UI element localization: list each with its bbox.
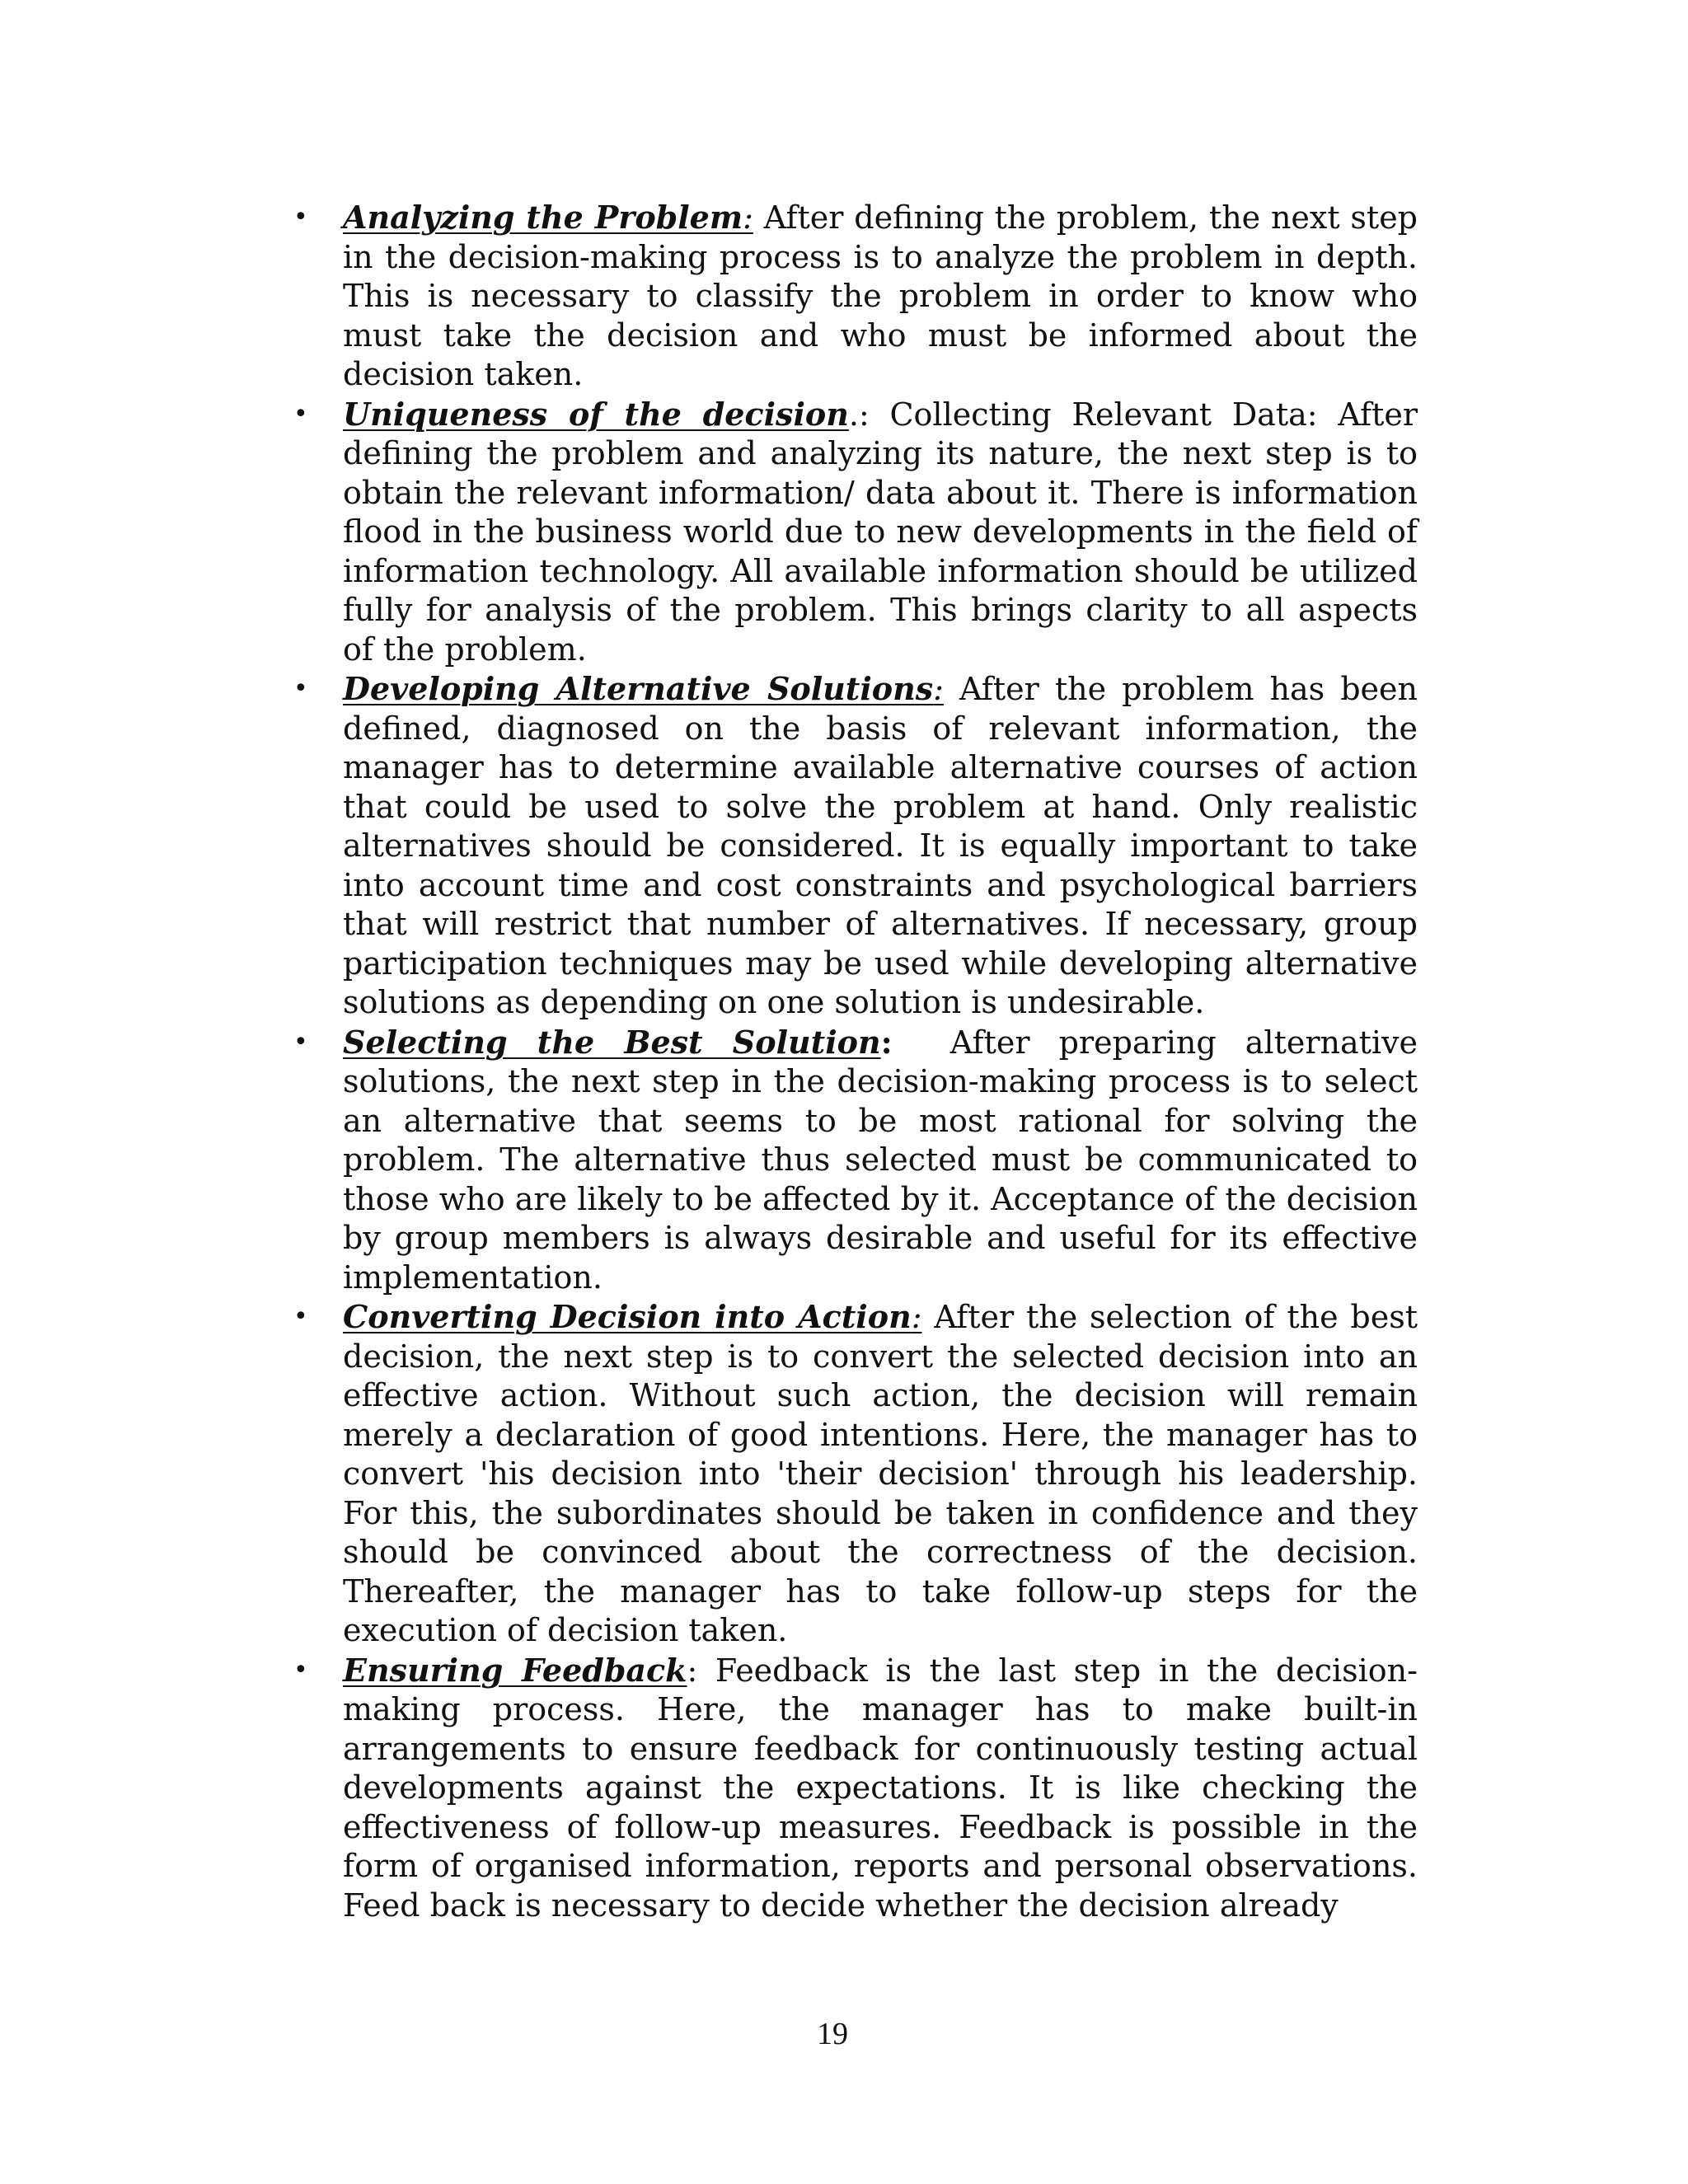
page-number: 19 xyxy=(817,2017,848,2051)
item-separator: : xyxy=(911,1299,922,1335)
bullet-icon: • xyxy=(293,1027,308,1057)
bullet-icon: • xyxy=(293,399,308,429)
item-term: Uniqueness of the decision xyxy=(343,395,849,433)
list-item xyxy=(295,669,1418,1023)
item-text: Collecting Relevant Data: After defining the problem and analyzing its nature, the next step is to obtain the relevant information/ data about it. There is information flood in the business world due to new developments in the field of information technology. All available information should be utilized fully for analysis of the problem. This brings clarity to all aspects of the problem. xyxy=(343,396,1418,668)
list-item xyxy=(295,395,1418,670)
list-item xyxy=(293,1023,1428,1298)
item-text: After preparing alternative solutions, the next step in the decision-making process is to select an alternative that seems to be most rational for solving the problem. The alternative thus selected must be communicated to those who are likely to be affected by it. Acceptance of the decision by group members is always desirable and useful for its effective implementation. xyxy=(343,1024,1428,1296)
item-separator: : xyxy=(933,671,944,707)
item-separator: : xyxy=(687,1652,698,1689)
item-text: Feedback is the last step in the decision-making process. Here, the manager has to make built-in arrangements to ensure feedback for continuously testing actual developments against the expectations. It is like checking the effectiveness of follow-up measures. Feedback is possible in the form of organised information, reports and personal observations. Feed back is necessary to decide whether the decision already xyxy=(343,1652,1418,1924)
item-term: Analyzing the Problem xyxy=(343,199,743,236)
item-separator: .: xyxy=(848,396,870,433)
bullet-icon: • xyxy=(293,674,308,703)
item-separator: : xyxy=(880,1023,893,1061)
list-item xyxy=(295,198,1418,395)
bullet-list xyxy=(293,198,1428,1925)
item-term: Ensuring Feedback xyxy=(343,1651,687,1689)
item-term: Developing Alternative Solutions xyxy=(343,670,934,707)
bullet-icon: • xyxy=(293,1655,308,1685)
list-item xyxy=(295,1297,1418,1651)
item-term: Converting Decision into Action xyxy=(343,1298,912,1335)
item-term: Selecting the Best Solution xyxy=(343,1023,881,1061)
list-item xyxy=(295,1651,1418,1926)
item-text: After the selection of the best decision, the next step is to convert the selected decision into an effective action. Without such action, the decision will remain merely a declaration of good intentions. Here, the manager has to convert 'his decision into 'their decision' through his leadership. For this, the subordinates should be taken in confidence and they should be convinced about the correctness of the decision. Thereafter, the manager has to take follow-up steps for the execution of decision taken. xyxy=(343,1299,1418,1648)
bullet-icon: • xyxy=(293,203,308,232)
item-text: After defining the problem, the next step in the decision-making process is to analyze the problem in depth. This is necessary to classify the problem in order to know who must take the decision and who must be informed about the decision taken. xyxy=(343,199,1418,392)
item-separator: : xyxy=(743,199,753,236)
bullet-icon: • xyxy=(293,1302,308,1331)
item-text: After the problem has been defined, diagnosed on the basis of relevant information, the manager has to determine available alternative courses of action that could be used to solve the problem at hand. Only realistic alternatives should be considered. It is equally important to take into account time and cost constraints and psychological barriers that will restrict that number of alternatives. If necessary, group participation techniques may be used while developing alternative solutions as depending on one solution is undesirable. xyxy=(343,671,1418,1020)
